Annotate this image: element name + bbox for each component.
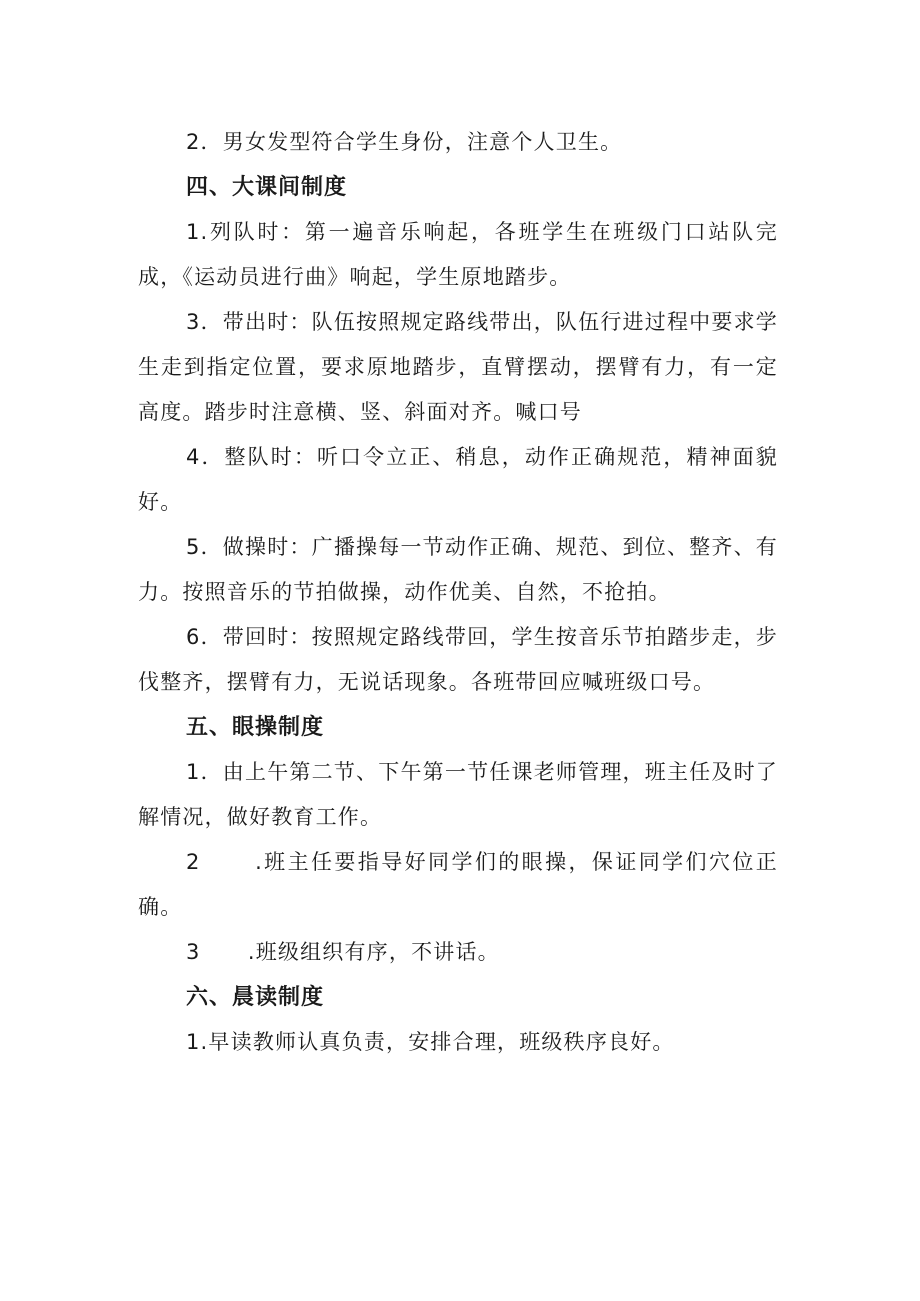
paragraph-formation: 4．整队时：听口令立正、稍息，动作正确规范，精神面貌好。 xyxy=(138,445,778,514)
paragraph-exercise: 5．做操时：广播操每一节动作正确、规范、到位、整齐、有力。按照音乐的节拍做操，动作优美、自然，不抢拍。 xyxy=(138,535,778,604)
paragraph-lineup: 1.列队时：第一遍音乐响起，各班学生在班级门口站队完成，《运动员进行曲》响起，学生原地踏步。 xyxy=(138,220,778,289)
paragraph-eye-guidance: 2 .班主任要指导好同学们的眼操，保证同学们穴位正确。 xyxy=(138,850,778,919)
section-heading-eye-exercise: 五、眼操制度 xyxy=(186,715,325,740)
paragraph-lead-out: 3．带出时：队伍按照规定路线带出，队伍行进过程中要求学生走到指定位置，要求原地踏步，直臂摆动，摆臂有力，有一定高度。踏步时注意横、竖、斜面对齐。喊口号 xyxy=(138,310,778,424)
document-page xyxy=(138,120,778,1065)
paragraph-hairstyle: 2．男女发型符合学生身份，注意个人卫生。 xyxy=(186,130,623,154)
section-heading-break-exercise: 四、大课间制度 xyxy=(186,175,348,200)
section-heading-morning-reading: 六、晨读制度 xyxy=(186,985,325,1010)
paragraph-morning-reading: 1.早读教师认真负责，安排合理，班级秩序良好。 xyxy=(186,1030,675,1054)
paragraph-eye-order: 3 .班级组织有序，不讲话。 xyxy=(186,940,500,964)
paragraph-eye-management: 1．由上午第二节、下午第一节任课老师管理，班主任及时了解情况，做好教育工作。 xyxy=(138,760,778,829)
paragraph-lead-back: 6．带回时：按照规定路线带回，学生按音乐节拍踏步走，步伐整齐，摆臂有力，无说话现象。各班带回应喊班级口号。 xyxy=(138,625,778,694)
